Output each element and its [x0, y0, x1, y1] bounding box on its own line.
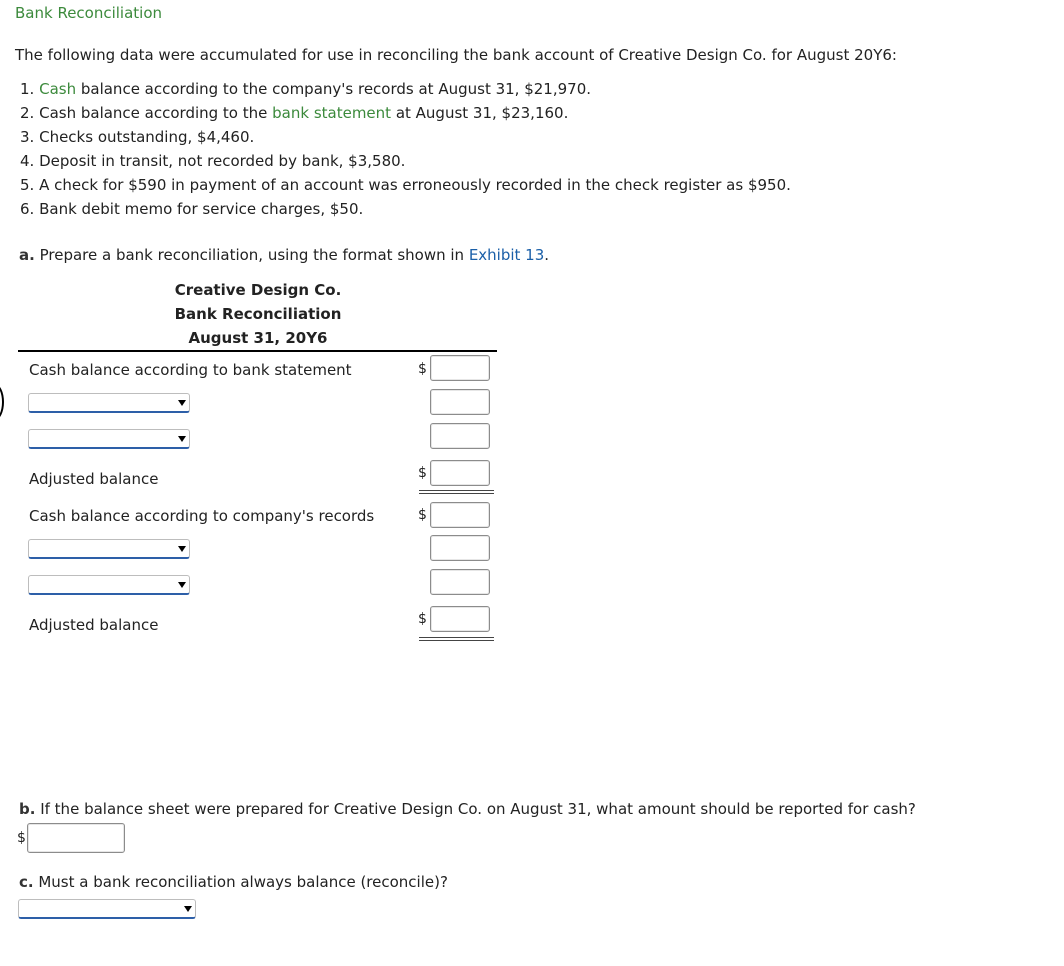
list-item-1 — [20, 80, 791, 104]
list-item-3 — [20, 128, 791, 152]
part-c-prompt — [19, 873, 448, 891]
currency-symbol: $ — [418, 507, 427, 523]
company-adjustment-1-dropdown[interactable] — [28, 539, 190, 559]
company-balance-label: Cash balance according to company's records — [29, 507, 375, 525]
reconcile-answer-dropdown[interactable] — [18, 899, 196, 919]
currency-symbol: $ — [418, 361, 427, 377]
item-text: balance according to the company's records at August 31, $21,970. — [76, 80, 592, 98]
item-number: 2. — [20, 104, 35, 122]
company-adjustment-2-dropdown[interactable] — [28, 575, 190, 595]
bank-adjusted-input[interactable] — [430, 460, 490, 486]
part-c-text: Must a bank reconciliation always balance (reconcile)? — [33, 873, 448, 891]
chevron-down-icon — [184, 906, 192, 912]
chevron-down-icon — [178, 582, 186, 588]
part-b-text: If the balance sheet were prepared for Creative Design Co. on August 31, what amount should be reported for cash? — [35, 800, 916, 818]
bank-adjustment-1-dropdown[interactable] — [28, 393, 190, 413]
statement-title: Bank Reconciliation — [174, 305, 342, 323]
list-item-2 — [20, 104, 791, 128]
left-edge-control — [0, 384, 4, 420]
data-list — [20, 80, 791, 224]
statement-date: August 31, 20Y6 — [188, 329, 328, 347]
exhibit-13-link[interactable]: Exhibit 13 — [468, 246, 545, 264]
cash-amount-input[interactable] — [27, 823, 125, 853]
list-item-6 — [20, 200, 791, 224]
part-a-after: . — [544, 246, 550, 264]
double-underline — [419, 490, 494, 494]
company-adjustment-1-input[interactable] — [430, 535, 490, 561]
currency-symbol: $ — [418, 611, 427, 627]
intro-text: The following data were accumulated for use in reconciling the bank account of Creative Design Co. for August 20Y6: — [15, 46, 897, 64]
item-number: 3. — [20, 128, 35, 146]
bank-adjusted-label: Adjusted balance — [29, 470, 159, 488]
item-number: 4. — [20, 152, 35, 170]
item-text: A check for $590 in payment of an account was erroneously recorded in the check register as $950. — [39, 176, 791, 194]
item-text: Checks outstanding, $4,460. — [39, 128, 255, 146]
part-a-text: Prepare a bank reconciliation, using the format shown in — [34, 246, 469, 264]
company-adjusted-input[interactable] — [430, 606, 490, 632]
bank-adjustment-2-dropdown[interactable] — [28, 429, 190, 449]
bank-balance-input[interactable] — [430, 355, 490, 381]
currency-symbol: $ — [418, 465, 427, 481]
item-text: Bank debit memo for service charges, $50. — [39, 200, 364, 218]
list-item-4 — [20, 152, 791, 176]
part-c-letter: c. — [19, 873, 34, 891]
part-a-prompt — [19, 246, 549, 264]
bank-statement-link[interactable]: bank statement — [272, 104, 392, 122]
bank-balance-label: Cash balance according to bank statement — [29, 361, 352, 379]
header-rule — [18, 350, 497, 352]
list-item-5 — [20, 176, 791, 200]
bank-adjustment-2-input[interactable] — [430, 423, 490, 449]
item-number: 1. — [20, 80, 35, 98]
company-balance-input[interactable] — [430, 502, 490, 528]
item-text: at August 31, $23,160. — [391, 104, 569, 122]
part-b-letter: b. — [19, 800, 36, 818]
item-text: Cash balance according to the — [39, 104, 273, 122]
cash-link[interactable]: Cash — [39, 80, 77, 98]
statement-company: Creative Design Co. — [174, 281, 342, 299]
page-title: Bank Reconciliation — [15, 4, 163, 22]
company-adjusted-label: Adjusted balance — [29, 616, 159, 634]
item-number: 5. — [20, 176, 35, 194]
company-adjustment-2-input[interactable] — [430, 569, 490, 595]
bank-adjustment-1-input[interactable] — [430, 389, 490, 415]
chevron-down-icon — [178, 546, 186, 552]
chevron-down-icon — [178, 436, 186, 442]
item-text: Deposit in transit, not recorded by bank, $3,580. — [39, 152, 406, 170]
double-underline — [419, 637, 494, 641]
currency-symbol: $ — [17, 830, 26, 846]
part-b-prompt — [19, 800, 916, 818]
item-number: 6. — [20, 200, 35, 218]
chevron-down-icon — [178, 400, 186, 406]
part-a-letter: a. — [19, 246, 35, 264]
